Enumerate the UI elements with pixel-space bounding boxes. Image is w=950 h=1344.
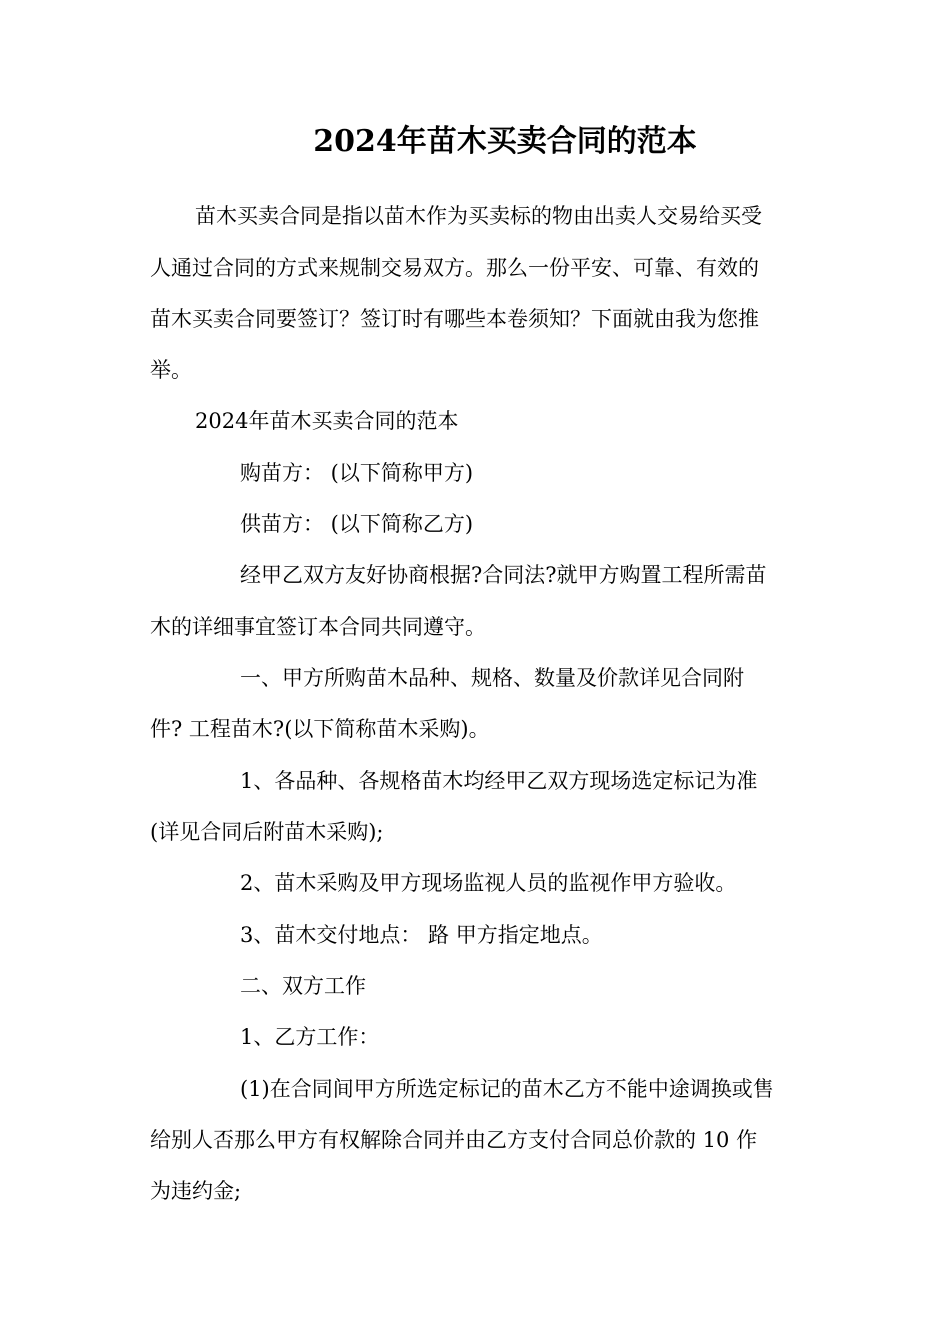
- paragraph-line: 为违约金;: [150, 1179, 242, 1203]
- clause-item: 2、苗木采购及甲方现场监视人员的监视作甲方验收。: [240, 871, 737, 895]
- clause-heading: 二、双方工作: [240, 974, 366, 998]
- party-supplier-line: 供苗方： (以下简称乙方): [240, 512, 474, 536]
- clause-item: 1、各品种、各规格苗木均经甲乙双方现场选定标记为准: [240, 769, 758, 793]
- paragraph-line: 木的详细事宜签订本合同共同遵守。: [150, 615, 486, 639]
- clause-item: 1、乙方工作：: [240, 1025, 380, 1049]
- clause-item: 3、苗木交付地点： 路 甲方指定地点。: [240, 923, 603, 947]
- clause-item: (1)在合同间甲方所选定标记的苗木乙方不能中途调换或售: [240, 1077, 774, 1101]
- paragraph-line: 给别人否那么甲方有权解除合同并由乙方支付合同总价款的 10 作: [150, 1128, 758, 1152]
- paragraph-line: (详见合同后附苗木采购);: [150, 820, 384, 844]
- section-heading: 2024年苗木买卖合同的范本: [195, 409, 459, 433]
- paragraph-line: 经甲乙双方友好协商根据?合同法?就甲方购置工程所需苗: [240, 563, 767, 587]
- paragraph-line: 举。: [150, 358, 192, 382]
- document-title: 2024年苗木买卖合同的范本: [313, 124, 697, 159]
- paragraph-line: 苗木买卖合同要签订？签订时有哪些本卷须知？下面就由我为您推: [150, 307, 759, 331]
- paragraph-line: 件? 工程苗木?(以下简称苗木采购)。: [150, 717, 490, 741]
- clause-heading: 一、甲方所购苗木品种、规格、数量及价款详见合同附: [240, 666, 744, 690]
- party-buyer-line: 购苗方： (以下简称甲方): [240, 461, 474, 485]
- paragraph-line: 人通过合同的方式来规制交易双方。那么一份平安、可靠、有效的: [150, 256, 759, 280]
- paragraph-line: 苗木买卖合同是指以苗木作为买卖标的物由出卖人交易给买受: [195, 204, 762, 228]
